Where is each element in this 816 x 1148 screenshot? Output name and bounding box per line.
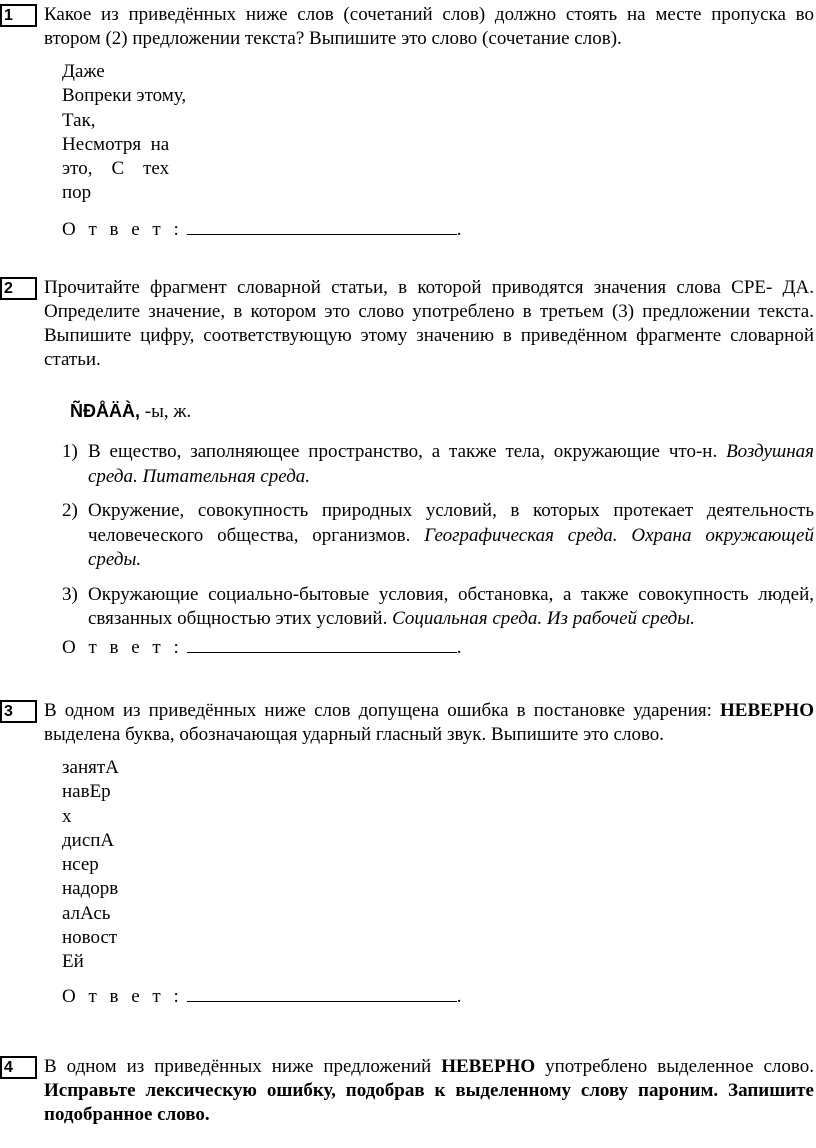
question-text: Какое из приведённых ниже слов (сочетаний слов) должно стоять на месте пропуска во втором (2) предложении текста? Выпишите это слово (сочетание слов). [44,4,814,49]
answer-label: О т в е т : [62,219,183,240]
answer-label: О т в е т : [62,986,183,1007]
option: занятА [62,757,119,778]
option: Даже [62,61,105,82]
answer-line: О т в е т : . [62,983,462,1009]
option: новост [62,927,118,949]
meaning-example: Воздушная среда. Питательная среда. [88,441,814,487]
option: надорв [62,878,119,900]
option: Так, [62,109,96,131]
meaning-example: Социальная среда. Из рабочей среды. [392,608,695,629]
dictionary-entry [70,399,191,424]
option: навЕр [62,781,111,803]
option: Ей [62,951,84,973]
option: это, С тех [62,158,170,180]
question-number: 4 [0,1056,37,1079]
answer-field[interactable] [187,983,457,1002]
question-number: 2 [0,277,37,300]
answer-line: О т в е т : . [62,634,462,660]
meaning-item: 3) Окружающие социально-бытовые условия, обстановка, а также совокупность людей, связанных общностью этих условий. Социальная среда. Из рабочей среды. [62,583,814,629]
question-text: Прочитайте фрагмент словарной статьи, в которой приводятся значения слова СРЕ- ДА. Определите значение, в котором это слово употреблено в третьем (3) предложении текста. Выпишите цифру, соответствующую этому значению в приведённом фрагменте словарной статьи. [44,277,814,370]
option: пор [62,182,92,204]
option: Несмотря на [62,133,170,155]
answer-label: О т в е т : [62,637,183,658]
meaning-item: 2) Окружение, совокупность природных условий, в которых протекает деятельность человеческого общества, организмов. Географическая среда. Охрана окружающей среды. [62,500,814,570]
question-number: 1 [0,4,37,27]
option: нсер [62,854,99,876]
answer-field[interactable] [187,216,457,235]
options-list [62,756,119,975]
option: х [62,805,72,827]
question-number: 3 [0,700,37,723]
option: алАсь [62,902,111,924]
answer-line: О т в е т : . [62,216,462,242]
answer-field[interactable] [187,634,457,653]
entry-grammar: -ы, ж. [140,401,192,422]
options-list [62,60,186,206]
question-text: В одном из приведённых ниже предложений НЕВЕРНО употреблено выделенное слово. Исправьте лексическую ошибку, подобрав к выделенному слову пароним. Запишите подобранное слово. [44,1056,814,1125]
option: диспА [62,829,115,851]
question-text: В одном из приведённых ниже слов допущена ошибка в постановке ударения: НЕВЕРНО выделена буква, обозначающая ударный гласный звук. Выпишите это слово. [44,700,814,745]
option: Вопреки этому, [62,85,187,107]
meaning-item: 1) В ещество, заполняющее пространство, а также тела, окружающие что-н. Воздушная среда. Питательная среда. [62,441,814,487]
entry-headword: ÑÐÅÄÀ, [70,401,140,421]
meaning-example: Географическая среда. Охрана окружающей среды. [88,524,814,570]
meanings-list [62,440,814,642]
